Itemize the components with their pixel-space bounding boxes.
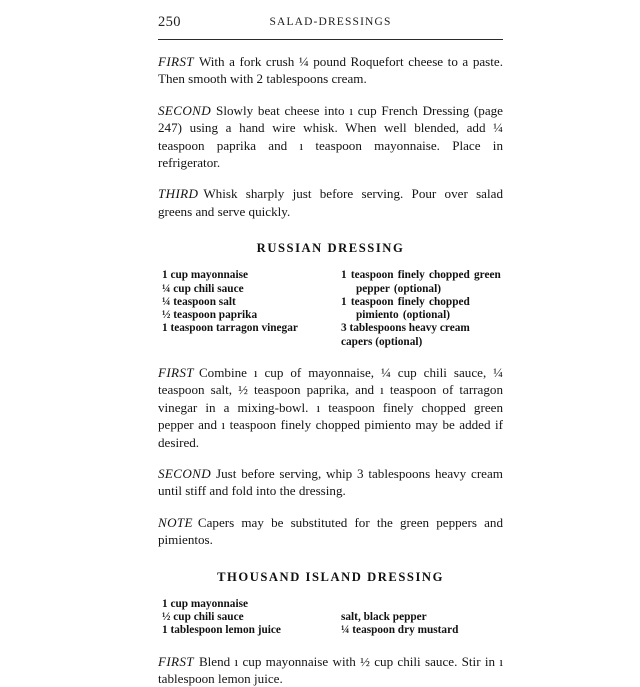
ingredient-item: 1 tablespoon lemon juice [162,624,281,637]
recipe-step [158,653,503,687]
step-label: FIRST [158,54,194,69]
step-label: FIRST [158,653,194,669]
recipe-step [158,102,503,172]
step-text: Slowly beat cheese into ı cup French Dressing (page 247) using a hand wire whisk. When well blended, add ¼ teaspoon paprika and ı teaspoon mayonnaise. Place in refrigerator. [158,102,503,171]
ingredient-item: 3 tablespoons heavy cream [341,322,470,335]
note-label: NOTE [158,514,193,530]
ingredient-item: 1 teaspoon finely chopped pimiento (optional) [341,295,470,322]
step-label: THIRD [158,186,199,202]
ingredient-item: 1 cup mayonnaise [162,597,248,610]
ingredient-item: capers (optional) [341,335,423,348]
step-text: Whisk sharply just before serving. Pour over salad greens and serve quickly. [158,186,503,219]
header-rule [158,39,503,40]
page-number: 250 [158,14,181,30]
thousand-island-steps [158,653,503,687]
ingredient-list-russian [158,269,503,349]
ingredient-item: 1 teaspoon tarragon vinegar [162,322,298,335]
ingredient-item: ½ teaspoon paprika [162,309,258,322]
ingredient-column-left [158,598,330,638]
ingredient-item: ½ cup chili sauce [162,610,244,623]
recipe-title-thousand-island: THOUSAND ISLAND DRESSING [217,569,444,584]
ingredient-item: ¼ teaspoon salt [162,295,236,308]
ingredient-item: 1 cup mayonnaise [162,269,248,282]
ingredient-column-right [330,269,503,349]
recipe-note [158,514,503,549]
ingredient-item: ¼ teaspoon dry mustard [341,624,459,637]
ingredient-item: 1 teaspoon finely chopped green pepper (optional) [341,269,501,295]
text-column [158,14,503,687]
step-text: Combine ı cup of mayonnaise, ¼ cup chili sauce, ¼ teaspoon salt, ½ teaspoon paprika, and ı teaspoon of tarragon vinegar in a mixing-bowl. ı teaspoon finely chopped green pepper and ı teaspoon finely chopped pimiento may be added if desired. [158,365,503,450]
ingredient-column-right [330,598,503,638]
russian-steps [158,364,503,549]
ingredient-item: ¼ cup chili sauce [162,282,244,295]
roquefort-steps [158,53,503,220]
running-head [158,14,503,34]
recipe-step [158,185,503,220]
step-label: SECOND [158,466,212,482]
running-head-title: SALAD-DRESSINGS [269,16,392,28]
ingredient-column-left [158,269,330,349]
ingredient-item: salt, black pepper [341,610,427,623]
step-text: Blend ı cup mayonnaise with ½ cup chili sauce. Stir in ı tablespoon lemon juice. [158,653,503,686]
note-text: Capers may be substituted for the green peppers and pimientos. [158,514,503,548]
ingredient-list-thousand-island [158,598,503,638]
recipe-step [158,465,503,500]
recipe-step [158,364,503,451]
recipe-title-russian: RUSSIAN DRESSING [256,241,405,256]
step-label: SECOND [158,102,212,118]
step-text: Just before serving, whip 3 tablespoons heavy cream until stiff and fold into the dressing. [158,466,503,499]
step-text: With a fork crush ¼ pound Roquefort cheese to a paste. Then smooth with 2 tablespoons cream. [158,54,503,87]
step-label: FIRST [158,365,194,381]
recipe-step [158,53,503,88]
